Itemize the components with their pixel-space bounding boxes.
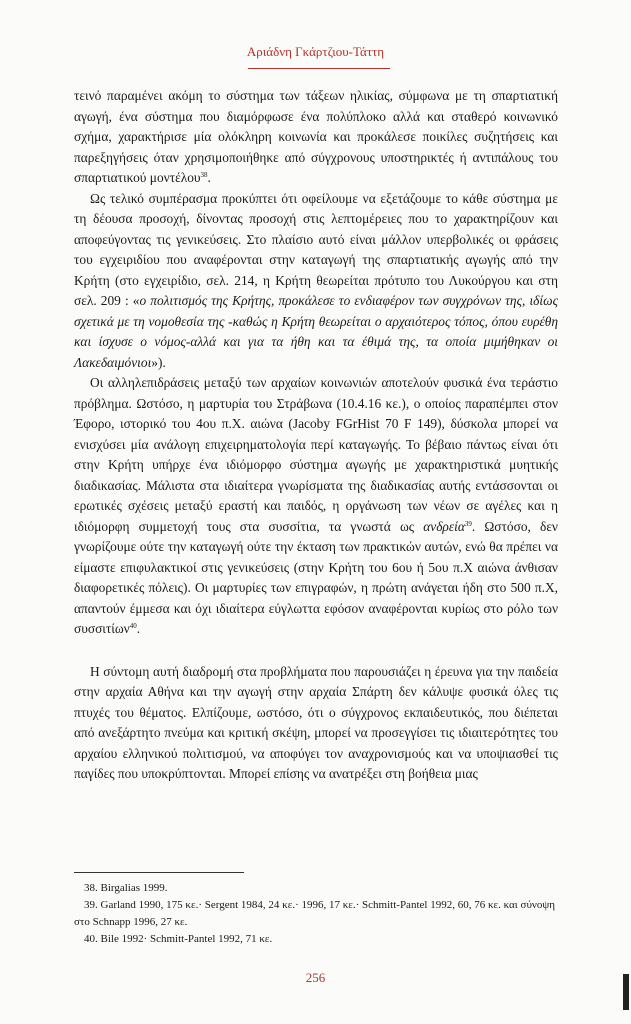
running-header: Αριάδνη Γκάρτζιου-Τάττη: [246, 44, 385, 59]
quoted-passage: ο πολιτισμός της Κρήτης, προκάλεσε το ενδιαφέρον των συγχρόνων της, ιδίως σχετικά με τη νομοθεσία της -καθώς η Κρήτη θεωρείται ο αρχαιότερος τόπος, όπου ευρέθη και ίσχυσε ο νόμος-αλλά και για τα ήθη και τα έθιμά της, τα οποία μιμήθηκαν οι Λακεδαιμόνιοι: [74, 293, 558, 370]
footnotes: [74, 880, 558, 948]
paragraph-1: τεινό παραμένει ακόμη το σύστημα των τάξεων ηλικίας, σύμφωνα με τη σπαρτιατική αγωγή, ένα σύστημα που διαμόρφωσε ένα πολύπλοκο αλλά και σταθερό κοινωνικό σχήμα, χαρακτήρισε μία ολόκληρη κοινωνία και προκάλεσε ποικίλες συζητήσεις και παρεξηγήσεις όταν χρησιμοποιήθηκε από σύγχρονους υποστηρικτές ή αντιπάλους του σπαρτιατικού μοντέλου$^{38}$.: [74, 88, 558, 185]
footnote-38: 38. Birgalias 1999.: [84, 882, 168, 894]
footnote-39: 39. Garland 1990, 175 κε.· Sergent 1984, 24 κε.· 1996, 17 κε.· Schmitt-Pantel 1992, 60, 76 κε. και σύνοψη στο Schnapp 1996, 27 κε.: [74, 899, 556, 928]
paragraph-2: Ως τελικό συμπέρασμα προκύπτει ότι οφείλουμε να εξετάζουμε το κάθε σύστημα με τη δέουσα προσοχή, δίνοντας προσοχή στις λεπτομέρειες που το χαρακτηρίζουν και αποφεύγοντας τις γενικεύσεις. Στο πλαίσιο αυτό είναι μάλλον υπερβολικές οι φράσεις του εγχειριδίου που αναφέρονται στην καταγωγή της σπαρτιατικής αγωγής από την Κρήτη (στο εγχειρίδιο, σελ. 214, η Κρήτη θεωρείται πρότυπο του Λυκούργου και στη σελ. 209 : «ο πολιτισμός της Κρήτης, προκάλεσε το ενδιαφέρον των συγχρόνων της, ιδίως σχετικά με τη νομοθεσία της -καθώς η Κρήτη θεωρείται ο αρχαιότερος τόπος, όπου ευρέθη και ίσχυσε ο νόμος-αλλά και για τα ήθη και τα έθιμά της, τα οποία μιμήθηκαν οι Λακεδαιμόνιοι»).: [74, 190, 558, 370]
footnote-ref-38: 38: [200, 171, 208, 179]
paragraph-4: Η σύντομη αυτή διαδρομή στα προβλήματα που παρουσιάζει η έρευνα για την παιδεία στην αρχαία Αθήνα και την αγωγή στην αρχαία Σπάρτη δεν κάλυψε φυσικά όλες τις πτυχές του θέματος. Ελπίζουμε, ωστόσο, ότι ο σύγχρονος εκπαιδευτικός, που διέπεται από ανεξάρτητο πνεύμα και κριτική σκέψη, μπορεί να προσεγγίσει τις ιδιαιτερότητες του αρχαίου ελληνικού πολιτισμού, να αποφύγει τον αναχρονισμούς και να υποψιασθεί τις παγίδες που υποκρύπτονται. Μπορεί επίσης να ανατρέξει στη βοήθεια μιας: [74, 663, 558, 781]
header-underline: [248, 68, 390, 69]
footnote-ref-39: 39: [464, 519, 472, 528]
footnote-ref-40: 40: [129, 622, 137, 630]
footnote-40: 40. Bile 1992· Schmitt-Pantel 1992, 71 κε.: [84, 933, 273, 945]
section-gap: [74, 640, 558, 662]
scan-edge-mark: [623, 974, 629, 1010]
main-text: [74, 86, 558, 785]
term-andreia: ανδρεία: [423, 518, 465, 534]
page-number: 256: [305, 970, 326, 985]
footnote-divider: [74, 872, 244, 873]
paragraph-3: Οι αλληλεπιδράσεις μεταξύ των αρχαίων κοινωνιών αποτελούν φυσικά ένα τεράστιο πρόβλημα. Ωστόσο, η μαρτυρία του Στράβωνα (10.4.16 κε.), ο οποίος παραπέμπει στον Έφορο, ιστορικό του 4ου π.Χ. αιώνα (Jacoby FGrHist 70 F 149), δύσκολα μπορεί να ενισχύσει μία ανάλογη επιχειρηματολογία περί καταγωγής. Το βέβαιο πάντως είναι ότι στην Κρήτη υπήρχε ένα ιδιόμορφο σύστημα αγωγής με χαρακτηριστικά μυητικής διαδικασίας. Μάλιστα στα ιδιαίτερα γνωρίσματα της διαδικασίας αυτής εντάσσονται οι ερωτικές σχέσεις μεταξύ εραστή και παιδός, η οργάνωση των νέων σε αγέλες και η ιδιόμορφη συμμετοχή τους στα συσσίτια, τα γνωστά ως ανδρεία$^{39}$. Ωστόσο, δεν γνωρίζουμε ούτε την καταγωγή ούτε την έκταση των πρακτικών αυτών, ενώ θα πρέπει να είμαστε επιφυλακτικοί στις γενικεύσεις (στην Κρήτη του 6ου ή 5ου π.Χ αιώνα άνθισαν διαφορετικές πόλεις). Οι μαρτυρίες των επιγραφών, η πρώτη ανάγεται ήδη στο 500 π.Χ, απαντούν έμμεσα και όχι ιδιαίτερα εύγλωττα εφόσον αναφέρονται κυρίως στο ρόλο των συσσιτίων$^{40}$.: [74, 375, 558, 636]
